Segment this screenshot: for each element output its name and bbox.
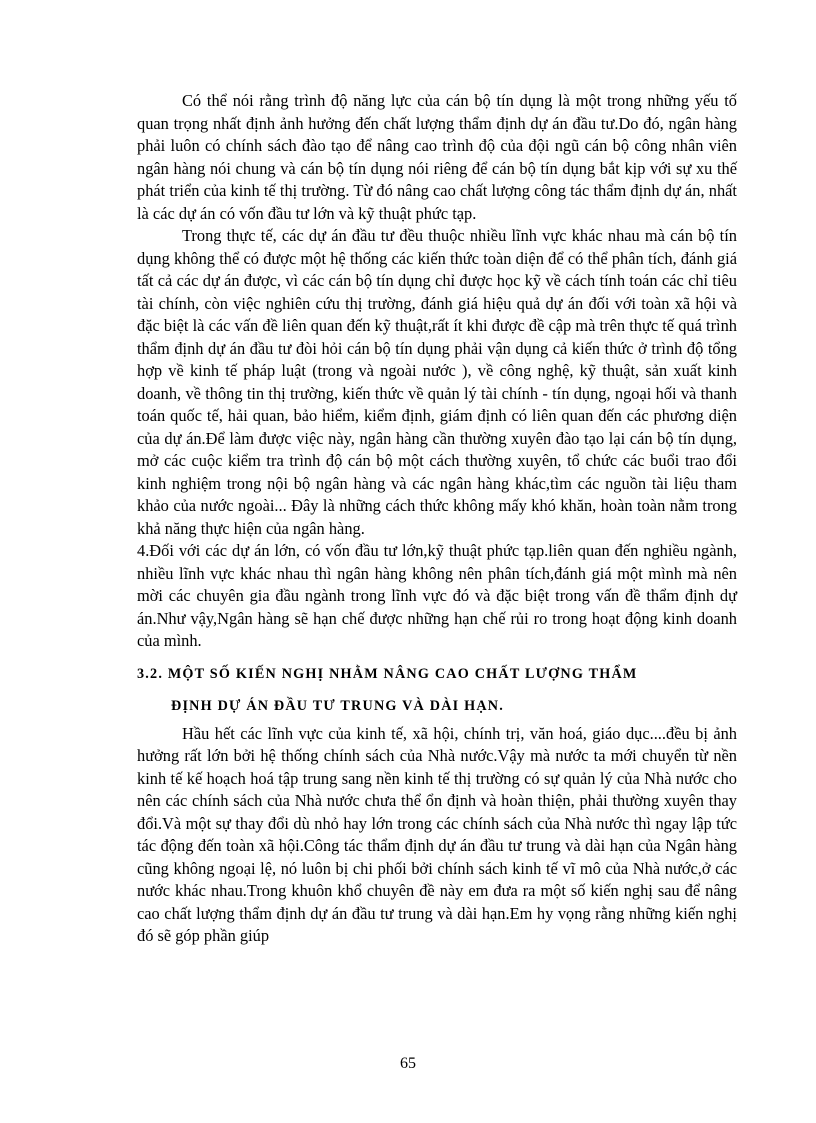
page-body [137,90,737,948]
section-heading-line-1: 3.2. MỘT SỐ KIẾN NGHỊ NHẰM NÂNG CAO CHẤT LƯỢNG THẨM [137,665,638,682]
paragraph-practical-knowledge: Trong thực tế, các dự án đầu tư đều thuộc nhiều lĩnh vực khác nhau mà cán bộ tín dụng không thể có được một hệ thống các kiến thức toàn diện để có thể phân tích, đánh giá tất cả các dự án được, vì các cán bộ tín dụng chỉ được học kỹ về cách tính toán các chỉ tiêu tài chính, còn việc nghiên cứu thị trường, đánh giá hiệu quả dự án đối với toàn xã hội và đặc biệt là các vấn đề liên quan đến kỹ thuật,rất ít khi được đề cập mà trên thực tế quá trình thẩm định dự án đầu tư đòi hỏi cán bộ tín dụng phải vận dụng cả kiến thức ở trình độ tổng hợp về kinh tế pháp luật (trong và ngoài nước ), về công nghệ, kỹ thuật, sản xuất kinh doanh, về thông tin thị trường, kiến thức về quản lý tài chính - tín dụng, ngoại hối và thanh toán quốc tế, hải quan, bảo hiểm, kiểm định, giám định có liên quan đến các phương diện của dự án.Để làm được việc này, ngân hàng cần thường xuyên đào tạo lại cán bộ tín dụng, mở các cuộc kiểm tra trình độ cán bộ một cách thường xuyên, tổ chức các buổi trao đổi kinh nghiệm trong nội bộ ngân hàng và các ngân hàng khác,tìm các nguồn tài liệu tham khảo của nước ngoài... Đây là những cách thức không mấy khó khăn, hoàn toàn nằm trong khả năng thực hiện của ngân hàng. [137,226,737,538]
section-heading [137,663,737,717]
section-heading-line-2: ĐỊNH DỰ ÁN ĐẦU TƯ TRUNG VÀ DÀI HẠN. [171,697,504,714]
paragraph-staff-capability: Có thể nói rằng trình độ năng lực của cán bộ tín dụng là một trong những yếu tố quan trọng nhất định ảnh hưởng đến chất lượng thẩm định dự án đầu tư.Do đó, ngân hàng phải luôn có chính sách đào tạo để nâng cao trình độ của đội ngũ cán bộ công nhân viên ngân hàng nói chung và cán bộ tín dụng nói riêng để cán bộ tín dụng bắt kịp với sự xu thế phát triển của kinh tế thị trường. Từ đó nâng cao chất lượng công tác thẩm định dự án, nhất là các dự án có vốn đầu tư lớn và kỹ thuật phức tạp. [137,91,737,223]
paragraph-state-policy: Hầu hết các lĩnh vực của kinh tế, xã hội, chính trị, văn hoá, giáo dục....đều bị ảnh hưởng rất lớn bởi hệ thống chính sách của Nhà nước.Vậy mà nước ta mới chuyển từ nền kinh tế kế hoạch hoá tập trung sang nền kinh tế thị trường có sự quản lý của Nhà nước cho nên các chính sách của Nhà nước chưa thể ổn định và hoàn thiện, phải thường xuyên thay đổi.Và một sự thay đổi dù nhỏ hay lớn trong các chính sách của Nhà nước thì ngay lập tức tác động đến toàn xã hội.Công tác thẩm định dự án đầu tư trung và dài hạn của Ngân hàng cũng không ngoại lệ, nó luôn bị chi phối bởi chính sách kinh tế vĩ mô của Nhà nước,ở các nước khác nhau.Trong khuôn khổ chuyên đề này em đưa ra một số kiến nghị sau để nâng cao chất lượng thẩm định dự án đầu tư trung và dài hạn.Em hy vọng rằng những kiến nghị đó sẽ góp phần giúp [137,723,737,945]
paragraph-large-projects: 4.Đối với các dự án lớn, có vốn đầu tư lớn,kỹ thuật phức tạp.liên quan đến nghiều ngành, nhiều lĩnh vực khác nhau thì ngân hàng không nên phân tích,đánh giá một mình mà nên mời các chuyên gia đầu ngành trong lĩnh vực đó và đặc biệt trong vấn đề thẩm định dự án.Như vậy,Ngân hàng sẽ hạn chế được những hạn chế rủi ro trong hoạt động kinh doanh của mình. [137,541,737,650]
page-number: 65 [400,1055,416,1072]
